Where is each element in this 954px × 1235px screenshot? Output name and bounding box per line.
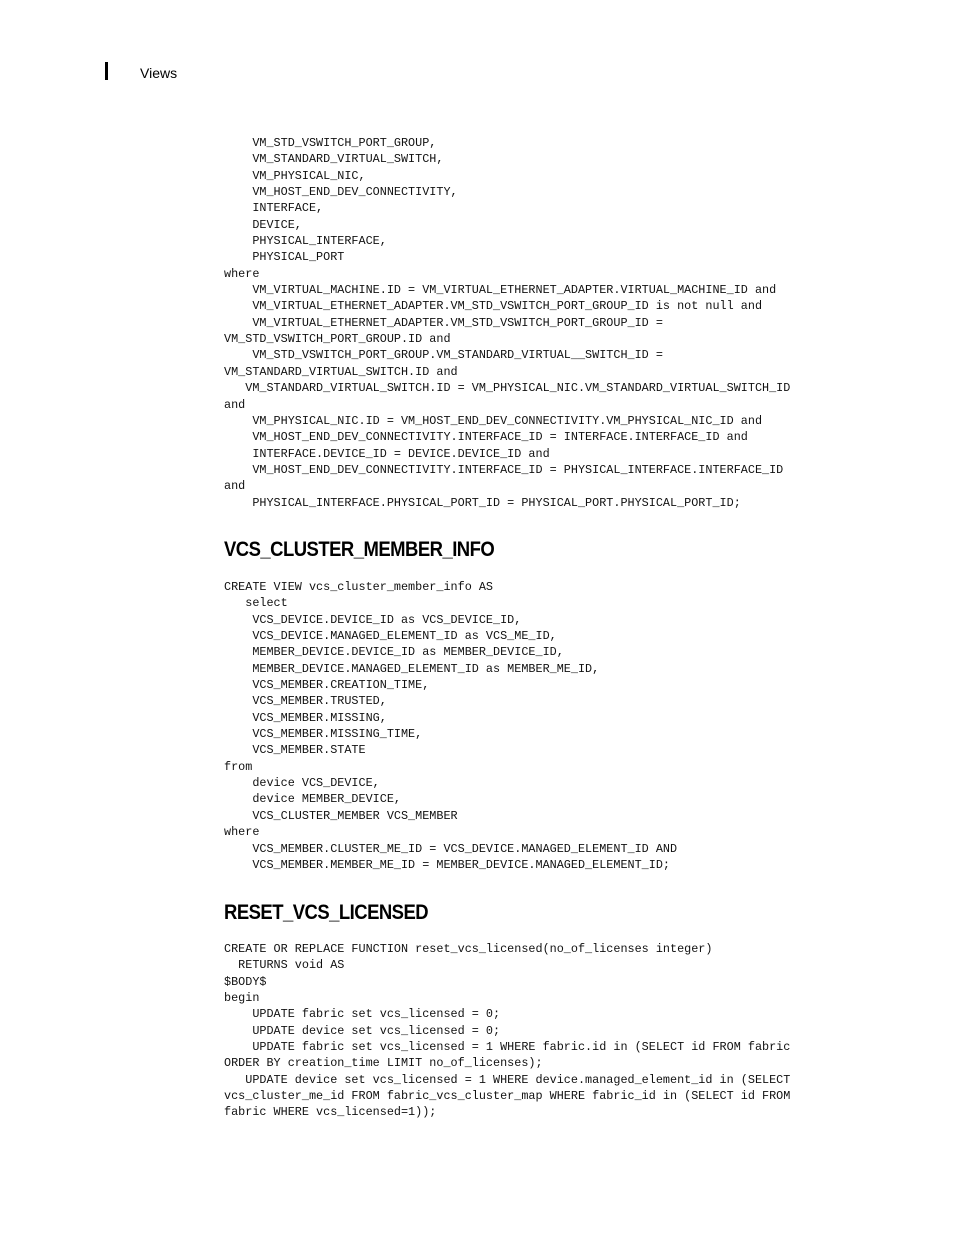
page-marker-bar bbox=[105, 62, 108, 80]
section-heading-reset-vcs-licensed: RESET_VCS_LICENSED bbox=[224, 901, 429, 924]
running-header: Views bbox=[140, 65, 178, 81]
code-block-reset-vcs-licensed: CREATE OR REPLACE FUNCTION reset_vcs_licensed(no_of_licenses integer) RETURNS void AS $BODY$ begin UPDATE fabric set vcs_licensed = 0; UPDATE device set vcs_licensed = 0; UPDATE fabric set vcs_licensed = 1 WHERE fabric.id in (SELECT id FROM fabric ORDER BY creation_time LIMIT no_of_licenses); UPDATE device set vcs_licensed = 1 WHERE device.managed_element_id in (SELECT vcs_cluster_me_id FROM fabric_vcs_cluster_map WHERE fabric_id in (SELECT id FROM fabric WHERE vcs_licensed=1)); bbox=[224, 942, 791, 1120]
code-block-view-continuation: VM_STD_VSWITCH_PORT_GROUP, VM_STANDARD_VIRTUAL_SWITCH, VM_PHYSICAL_NIC, VM_HOST_END_DEV_CONNECTIVITY, INTERFACE, DEVICE, PHYSICAL_INTERFACE, PHYSICAL_PORT where VM_VIRTUAL_MACHINE.ID = VM_VIRTUAL_ETHERNET_ADAPTER.VIRTUAL_MACHINE_ID and VM_VIRTUAL_ETHERNET_ADAPTER.VM_STD_VSWITCH_PORT_GROUP_ID is not null and VM_VIRTUAL_ETHERNET_ADAPTER.VM_STD_VSWITCH_PORT_GROUP_ID = VM_STD_VSWITCH_PORT_GROUP.ID and VM_STD_VSWITCH_PORT_GROUP.VM_STANDARD_VIRTUAL__SWITCH_ID = VM_STANDARD_VIRTUAL_SWITCH.ID and VM_STANDARD_VIRTUAL_SWITCH.ID = VM_PHYSICAL_NIC.VM_STANDARD_VIRTUAL_SWITCH_ID and VM_PHYSICAL_NIC.ID = VM_HOST_END_DEV_CONNECTIVITY.VM_PHYSICAL_NIC_ID and VM_HOST_END_DEV_CONNECTIVITY.INTERFACE_ID = INTERFACE.INTERFACE_ID and INTERFACE.DEVICE_ID = DEVICE.DEVICE_ID and VM_HOST_END_DEV_CONNECTIVITY.INTERFACE_ID = PHYSICAL_INTERFACE.INTERFACE_ID and PHYSICAL_INTERFACE.PHYSICAL_PORT_ID = PHYSICAL_PORT.PHYSICAL_PORT_ID; bbox=[224, 136, 791, 510]
section-heading-vcs-cluster-member-info: VCS_CLUSTER_MEMBER_INFO bbox=[224, 538, 495, 561]
code-block-vcs-cluster-member-info: CREATE VIEW vcs_cluster_member_info AS select VCS_DEVICE.DEVICE_ID as VCS_DEVICE_ID, VCS_DEVICE.MANAGED_ELEMENT_ID as VCS_ME_ID, MEMBER_DEVICE.DEVICE_ID as MEMBER_DEVICE_ID, MEMBER_DEVICE.MANAGED_ELEMENT_ID as MEMBER_ME_ID, VCS_MEMBER.CREATION_TIME, VCS_MEMBER.TRUSTED, VCS_MEMBER.MISSING, VCS_MEMBER.MISSING_TIME, VCS_MEMBER.STATE from device VCS_DEVICE, device MEMBER_DEVICE, VCS_CLUSTER_MEMBER VCS_MEMBER where VCS_MEMBER.CLUSTER_ME_ID = VCS_DEVICE.MANAGED_ELEMENT_ID AND VCS_MEMBER.MEMBER_ME_ID = MEMBER_DEVICE.MANAGED_ELEMENT_ID; bbox=[224, 580, 678, 872]
